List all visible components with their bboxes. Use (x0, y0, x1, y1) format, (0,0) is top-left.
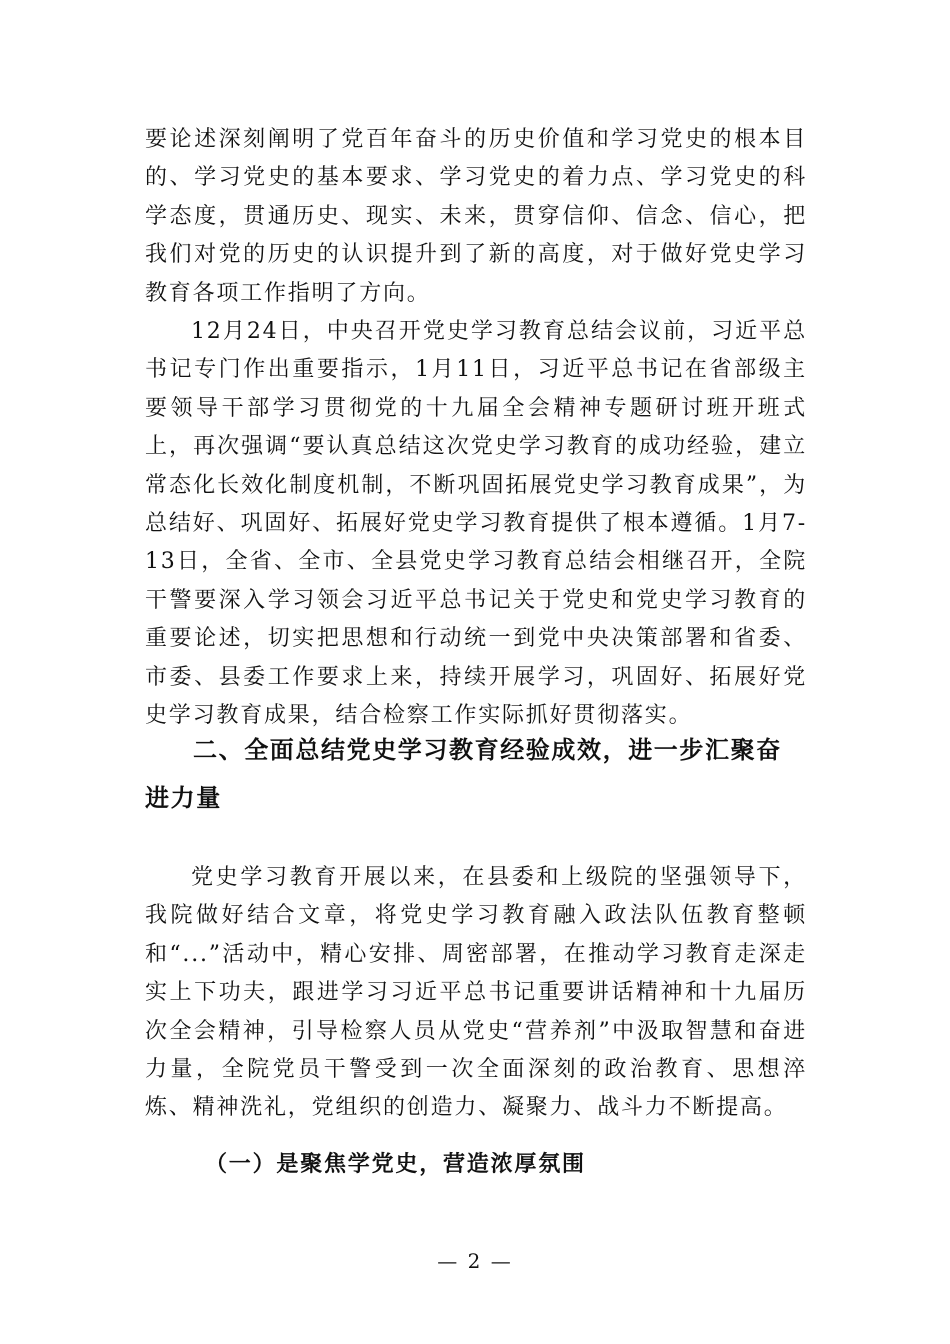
body-paragraph: 党史学习教育开展以来，在县委和上级院的坚强领导下，我院做好结合文章，将党史学习教育融入政法队伍教育整顿和“...”活动中，精心安排、周密部署，在推动学习教育走深走实上下功夫，跟进学习习近平总书记重要讲话精神和十九届历次全会精神，引导检察人员从党史“营养剂”中汲取智慧和奋进力量，全院党员干警受到一次全面深刻的政治教育、思想淬炼、精神洗礼，党组织的创造力、凝聚力、战斗力不断提高。 (145, 865, 807, 1121)
page-number: — 2 — (437, 1249, 513, 1273)
body-paragraph: 12月24日，中央召开党史学习教育总结会议前，习近平总书记专门作出重要指示，1月11日，习近平总书记在省部级主要领导干部学习贯彻党的十九届全会精神专题研讨班开班式上，再次强调“要认真总结这次党史学习教育的成功经验，建立常态化长效化制度机制，不断巩固拓展党史学习教育成果”，为总结好、巩固好、拓展好党史学习教育提供了根本遵循。1月7-13日，全省、全市、全县党史学习教育总结会相继召开，全院干警要深入学习领会习近平总书记关于党史和党史学习教育的重要论述，切实把思想和行动统一到党中央决策部署和省委、市委、县委工作要求上来，持续开展学习，巩固好、拓展好党史学习教育成果，结合检察工作实际抓好贯彻落实。 (145, 319, 807, 729)
body-paragraph: 要论述深刻阐明了党百年奋斗的历史价值和学习党史的根本目的、学习党史的基本要求、学习党史的着力点、学习党史的科学态度，贯通历史、现实、未来，贯穿信仰、信念、信心，把我们对党的历史的认识提升到了新的高度，对于做好党史学习教育各项工作指明了方向。 (145, 127, 807, 306)
subsection-heading: （一）是聚焦学党史，营造浓厚氛围 (205, 1151, 586, 1177)
section-heading: 二、全面总结党史学习教育经验成效，进一步汇聚奋进力量 (145, 736, 782, 812)
